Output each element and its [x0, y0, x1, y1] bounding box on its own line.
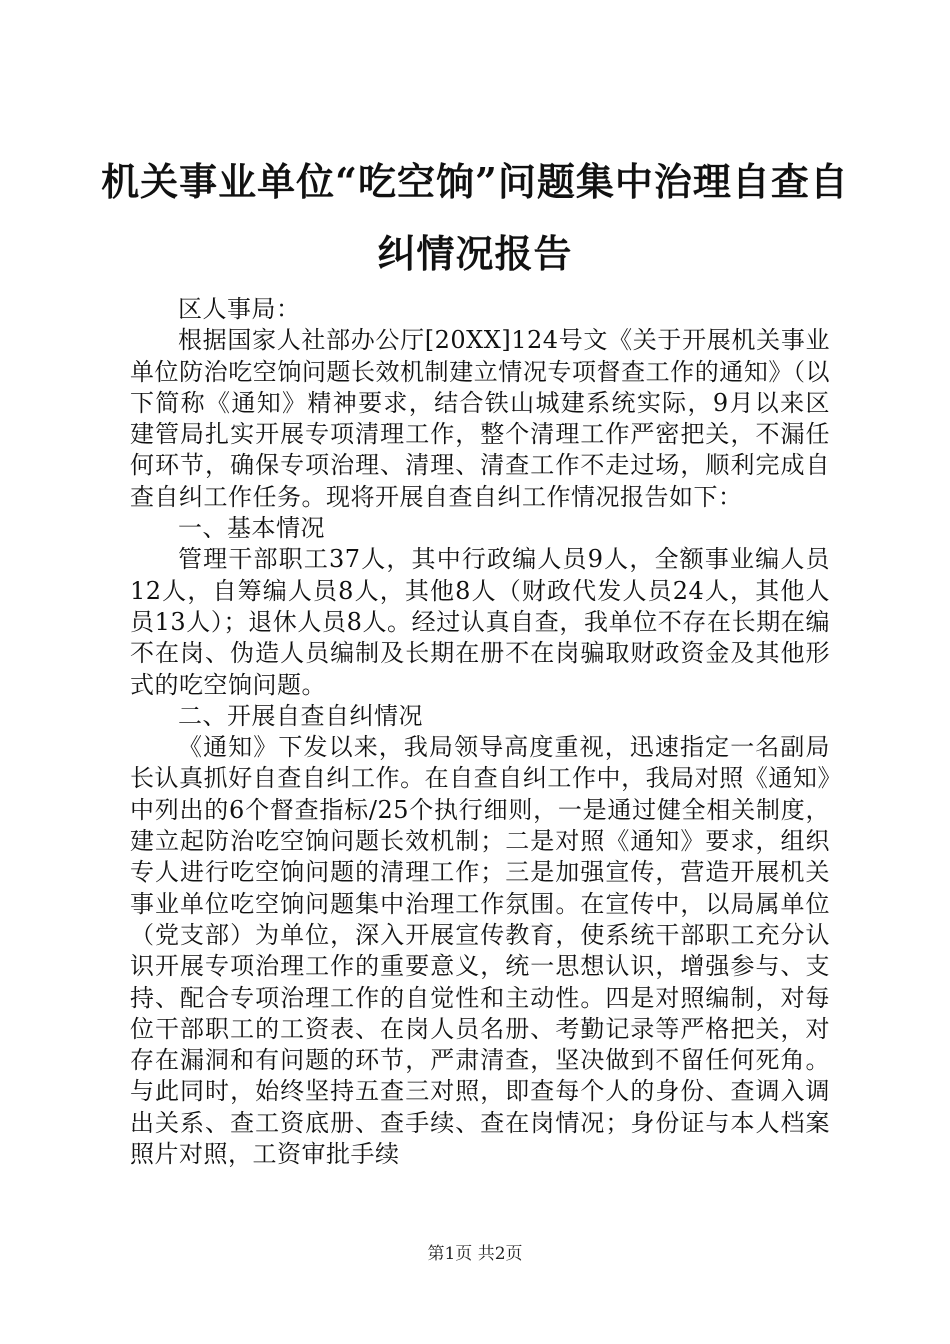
- addressee: 区人事局：: [178, 295, 301, 323]
- page-number: 第1页 共2页: [427, 1244, 523, 1264]
- section-heading-basic: 一、基本情况: [178, 514, 325, 543]
- section-heading-selfcheck: 二、开展自查自纠情况: [178, 701, 423, 730]
- paragraph-basic: 管理干部职工37人，其中行政编人员9人，全额事业编人员12人，自筹编人员8人，其他8人（财政代发人员24人，其他人员13人）；退休人员8人。经过认真自查，我单位不存在长期在编不在岗、伪造人员编制及长期在册不在岗骗取财政资金及其他形式的吃空饷问题。: [130, 545, 830, 699]
- document-title: 机关事业单位“吃空饷”问题集中治理自查自纠情况报告: [101, 159, 849, 276]
- paragraph-selfcheck: 《通知》下发以来，我局领导高度重视，迅速指定一名副局长认真抓好自查自纠工作。在自查自纠工作中，我局对照《通知》中列出的6个督查指标/25个执行细则，一是通过健全相关制度，建立起防治吃空饷问题长效机制；二是对照《通知》要求，组织专人进行吃空饷问题的清理工作；三是加强宣传，营造开展机关事业单位吃空饷问题集中治理工作氛围。在宣传中，以局属单位（党支部）为单位，深入开展宣传教育，使系统干部职工充分认识开展专项治理工作的重要意义，统一思想认识，增强参与、支持、配合专项治理工作的自觉性和主动性。四是对照编制，对每位干部职工的工资表、在岗人员名册、考勤记录等严格把关，对存在漏洞和有问题的环节，严肃清查，坚决做到不留任何死角。与此同时，始终坚持五查三对照，即查每个人的身份、查调入调出关系、查工资底册、查手续、查在岗情况；身份证与本人档案照片对照，工资审批手续: [130, 733, 830, 1169]
- document-body: [130, 294, 830, 1170]
- paragraph-intro: 根据国家人社部办公厅[20XX]124号文《关于开展机关事业单位防治吃空饷问题长效机制建立情况专项督查工作的通知》（以下简称《通知》精神要求，结合铁山城建系统实际，9月以来区建管局扎实开展专项清理工作，整个清理工作严密把关，不漏任何环节，确保专项治理、清理、清查工作不走过场，顺利完成自查自纠工作任务。现将开展自查自纠工作情况报告如下：: [130, 326, 830, 511]
